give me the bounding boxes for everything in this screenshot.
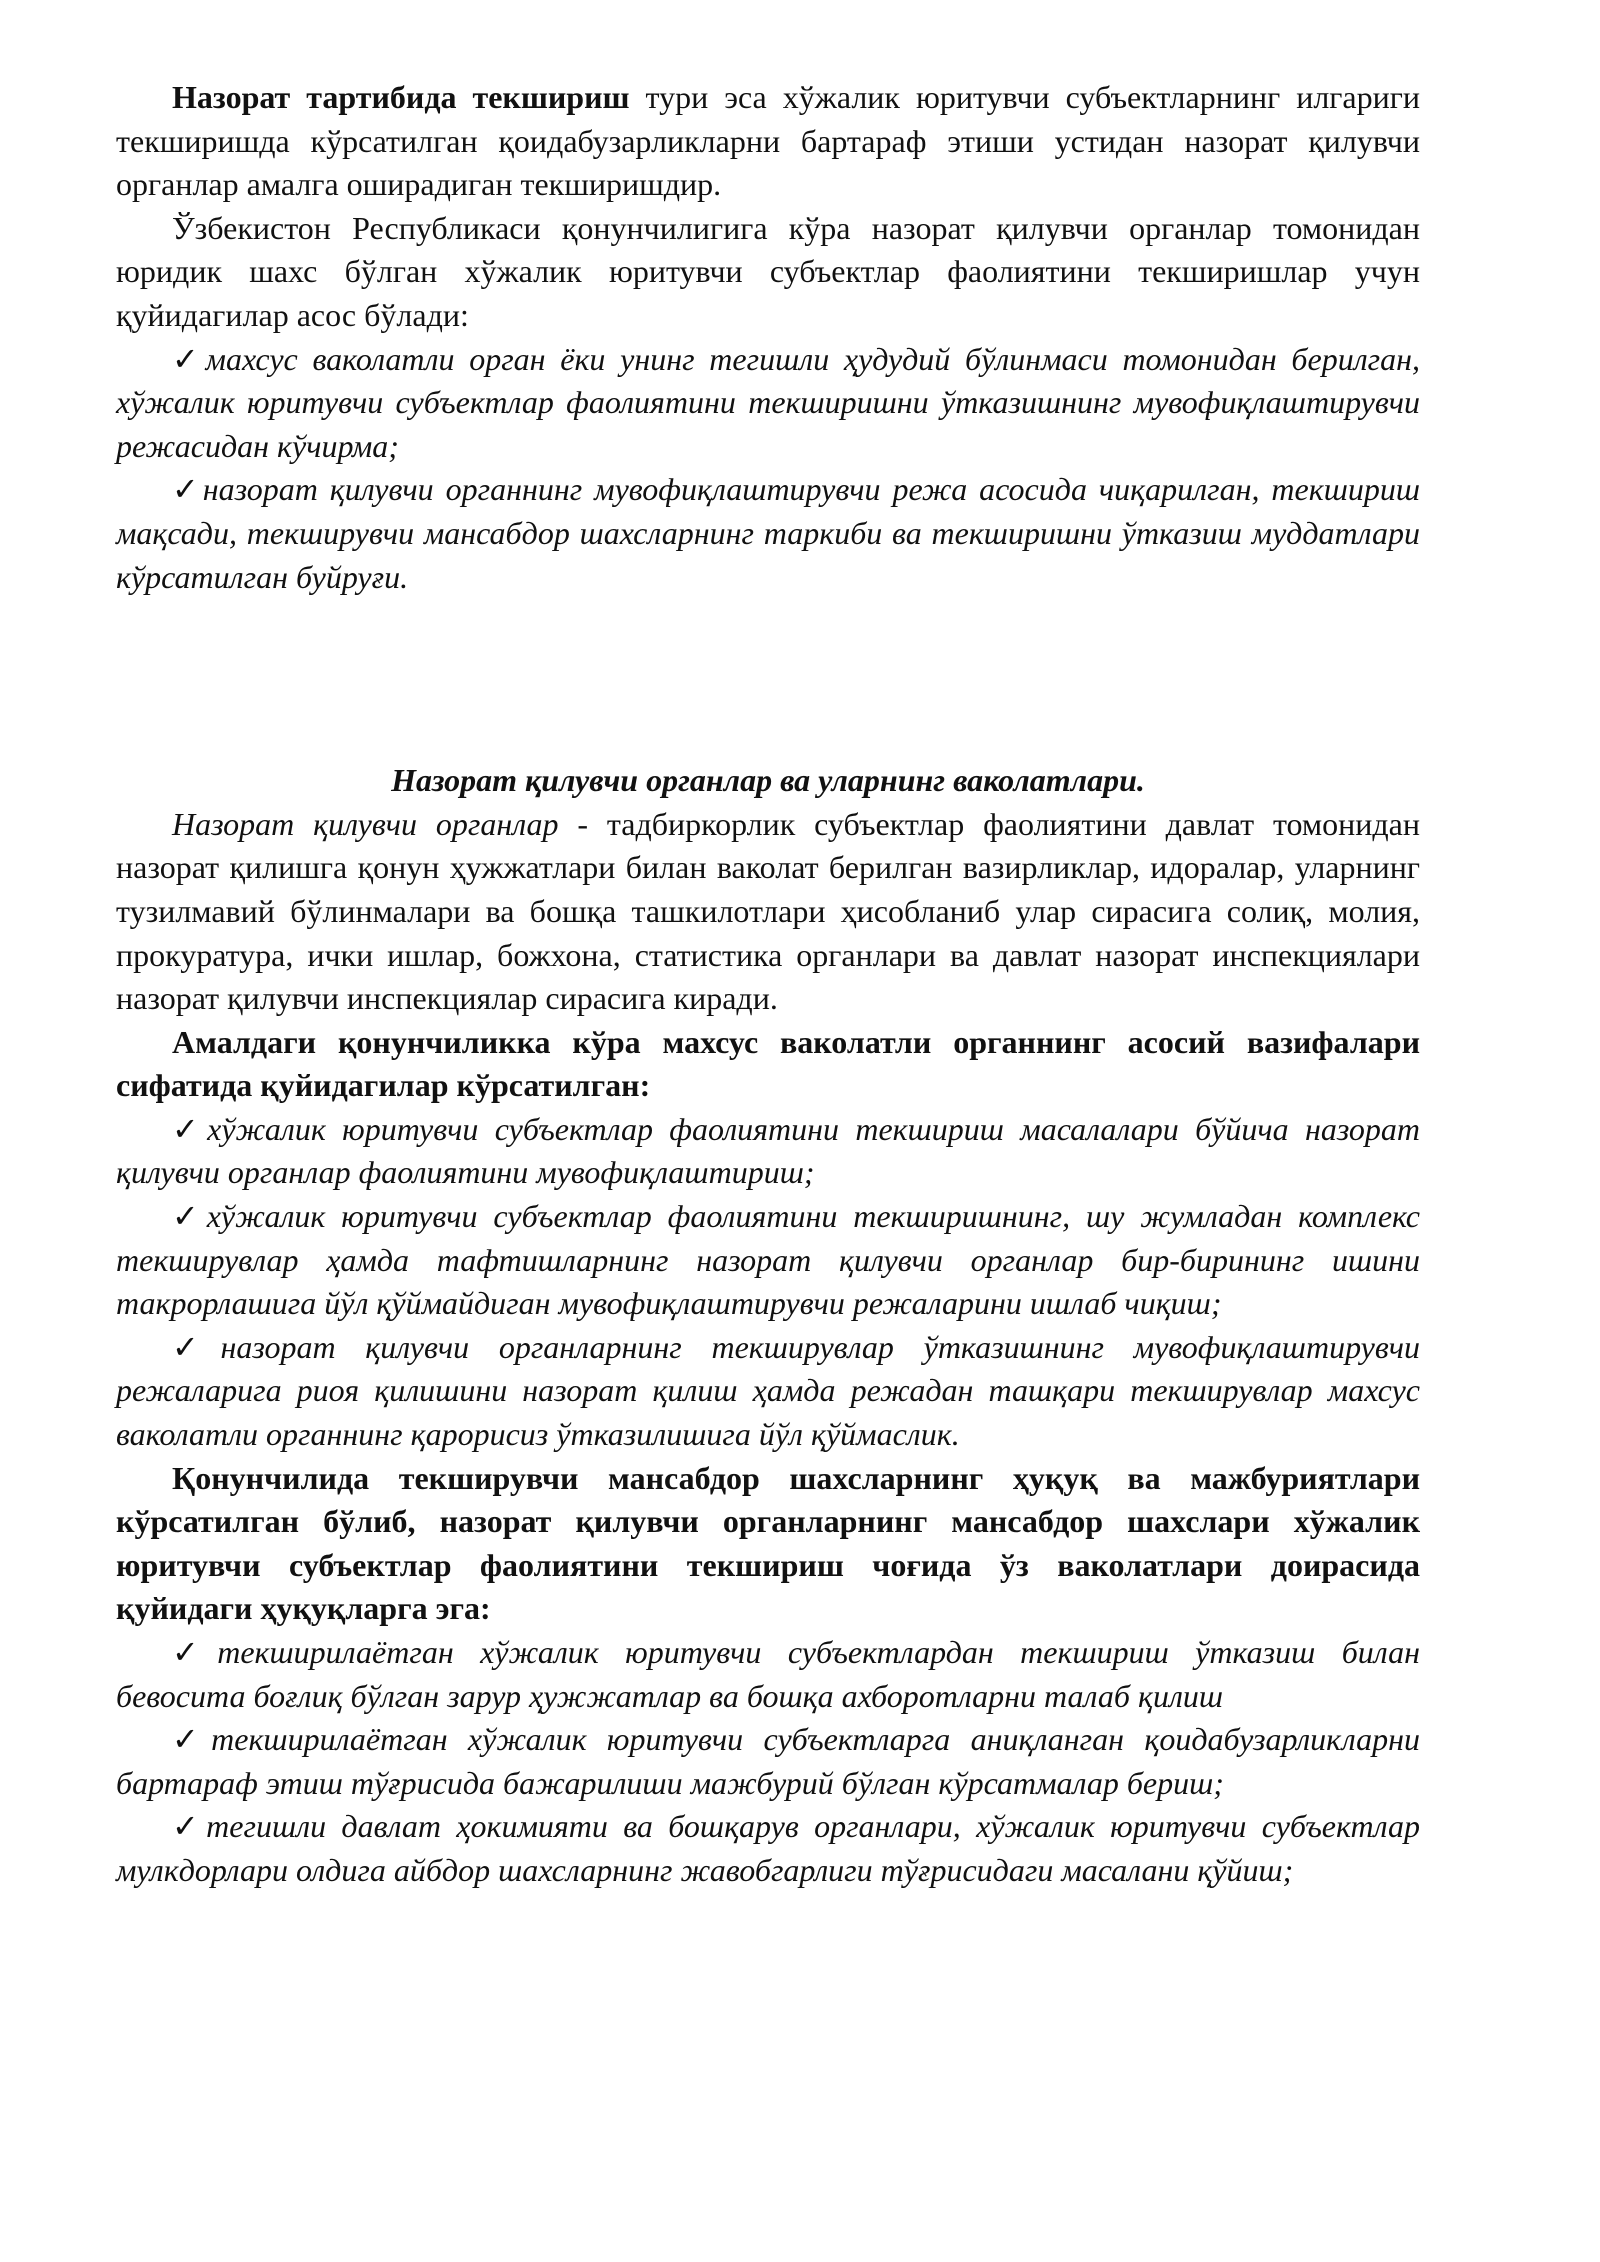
checkmark-icon: ✓ — [172, 471, 203, 508]
checkmark-icon: ✓ — [172, 1198, 207, 1235]
checkmark-icon: ✓ — [172, 1808, 207, 1845]
checkmark-icon: ✓ — [172, 1110, 208, 1147]
list-item-text: махсус ваколатли орган ёки унинг тегишли ҳудудий бўлинмаси томонидан берилган, хўжалик юритувчи субъектлар фаолиятини текширишни ўтказишнинг мувофиқлаштирувчи режасидан кўчирма; — [116, 340, 1421, 464]
list-item-text: хўжалик юритувчи субъектлар фаолиятини текшириш масалалари бўйича назорат қилувчи органлар фаолиятини мувофиқлаштириш; — [116, 1110, 1421, 1191]
paragraph-main-tasks: Амалдаги қонунчиликка кўра махсус ваколатли органнинг асосий вазифалари сифатида қуйидагилар кўрсатилган: — [116, 1023, 1420, 1104]
list-item-text: назорат қилувчи органларнинг текширувлар ўтказишнинг мувофиқлаштирувчи режаларига риоя қилишини назорат қилиш ҳамда режадан ташқари текширувлар махсус ваколатли органнинг қарорисиз ўтказилишига йўл қўймаслик. — [116, 1328, 1421, 1453]
checkmark-icon: ✓ — [172, 1634, 218, 1670]
list-item-text: текширилаётган хўжалик юритувчи субъектлардан текшириш ўтказиш билан бевосита боғлиқ бўлган зарур ҳужжатлар ва бошқа ахборотларни талаб қилиш — [116, 1634, 1421, 1714]
checkmark-icon: ✓ — [172, 340, 206, 377]
document-page — [116, 76, 1420, 1893]
list-item-text: тегишли давлат ҳокимияти ва бошқарув органлари, хўжалик юритувчи субъектлар мулкдорлари олдига айбдор шахсларнинг жавобгарлиги тўғрисидаги масалани қўйиш; — [116, 1808, 1421, 1888]
list-item — [116, 1805, 1420, 1892]
paragraph-control-bodies — [116, 803, 1420, 1021]
list-item — [116, 1195, 1420, 1326]
list-item — [116, 468, 1420, 599]
term-italic: Назорат қилувчи органлар — [172, 805, 559, 842]
list-item — [116, 1108, 1420, 1195]
list-item-text: текширилаётган хўжалик юритувчи субъектларга аниқланган қоидабузарликларни бартараф этиш тўғрисида бажарилиши мажбурий бўлган кўрсатмалар бериш; — [116, 1721, 1420, 1801]
checkmark-icon: ✓ — [172, 1721, 212, 1758]
list-item — [116, 1326, 1420, 1457]
checkmark-icon: ✓ — [172, 1328, 221, 1365]
paragraph-rights: Қонунчилида текширувчи мансабдор шахсларнинг ҳуқуқ ва мажбуриятлари кўрсатилган бўлиб, назорат қилувчи органларнинг мансабдор шахслари хўжалик юритувчи субъектлар фаолиятини текшириш чоғида ўз ваколатлари доирасида қуйидаги ҳуқуқларга эга: — [116, 1459, 1420, 1627]
paragraph-inspection-type — [116, 76, 1420, 207]
section-heading: Назорат қилувчи органлар ва уларнинг ваколатлари. — [391, 762, 1145, 799]
list-item-text: назорат қилувчи органнинг мувофиқлаштирувчи режа асосида чиқарилган, текшириш мақсади, текширувчи мансабдор шахсларнинг таркиби ва текширишни ўтказиш муддатлари кўрсатилган буйруғи. — [116, 471, 1421, 595]
list-item — [116, 1718, 1420, 1805]
term-bold: Назорат тартибида текшириш — [172, 79, 630, 115]
paragraph-text: - тадбиркорлик субъектлар фаолиятини давлат томонидан назорат қилишга қонун ҳужжатлари билан ваколат берилган вазирликлар, идоралар, уларнинг тузилмавий бўлинмалари ва бошқа ташкилотлари ҳисобланиб улар сирасига солиқ, молия, прокуратура, ички ишлар, божхона, статистика органлари ва давлат назорат инспекциялари назорат қилувчи инспекциялар сирасига киради. — [116, 805, 1421, 1017]
list-item — [116, 338, 1420, 469]
paragraph-grounds: Ўзбекистон Республикаси қонунчилигига кўра назорат қилувчи органлар томонидан юридик шахс бўлган хўжалик юритувчи субъектлар фаолиятини текширишлар учун қуйидагилар асос бўлади: — [116, 209, 1420, 333]
list-item-text: хўжалик юритувчи субъектлар фаолиятини текширишнинг, шу жумладан комплекс текширувлар ҳамда тафтишларнинг назорат қилувчи органлар бир-бирининг ишини такрорлашига йўл қўймайдиган мувофиқлаштирувчи режаларини ишлаб чиқиш; — [116, 1198, 1421, 1322]
paragraph-text: тури эса хўжалик юритувчи субъектларнинг илгариги текширишда кўрсатилган қоидабузарликларни бартараф этиши устидан назорат қилувчи органлар амалга оширадиган текширишдир. — [116, 79, 1421, 203]
list-item — [116, 1631, 1420, 1718]
